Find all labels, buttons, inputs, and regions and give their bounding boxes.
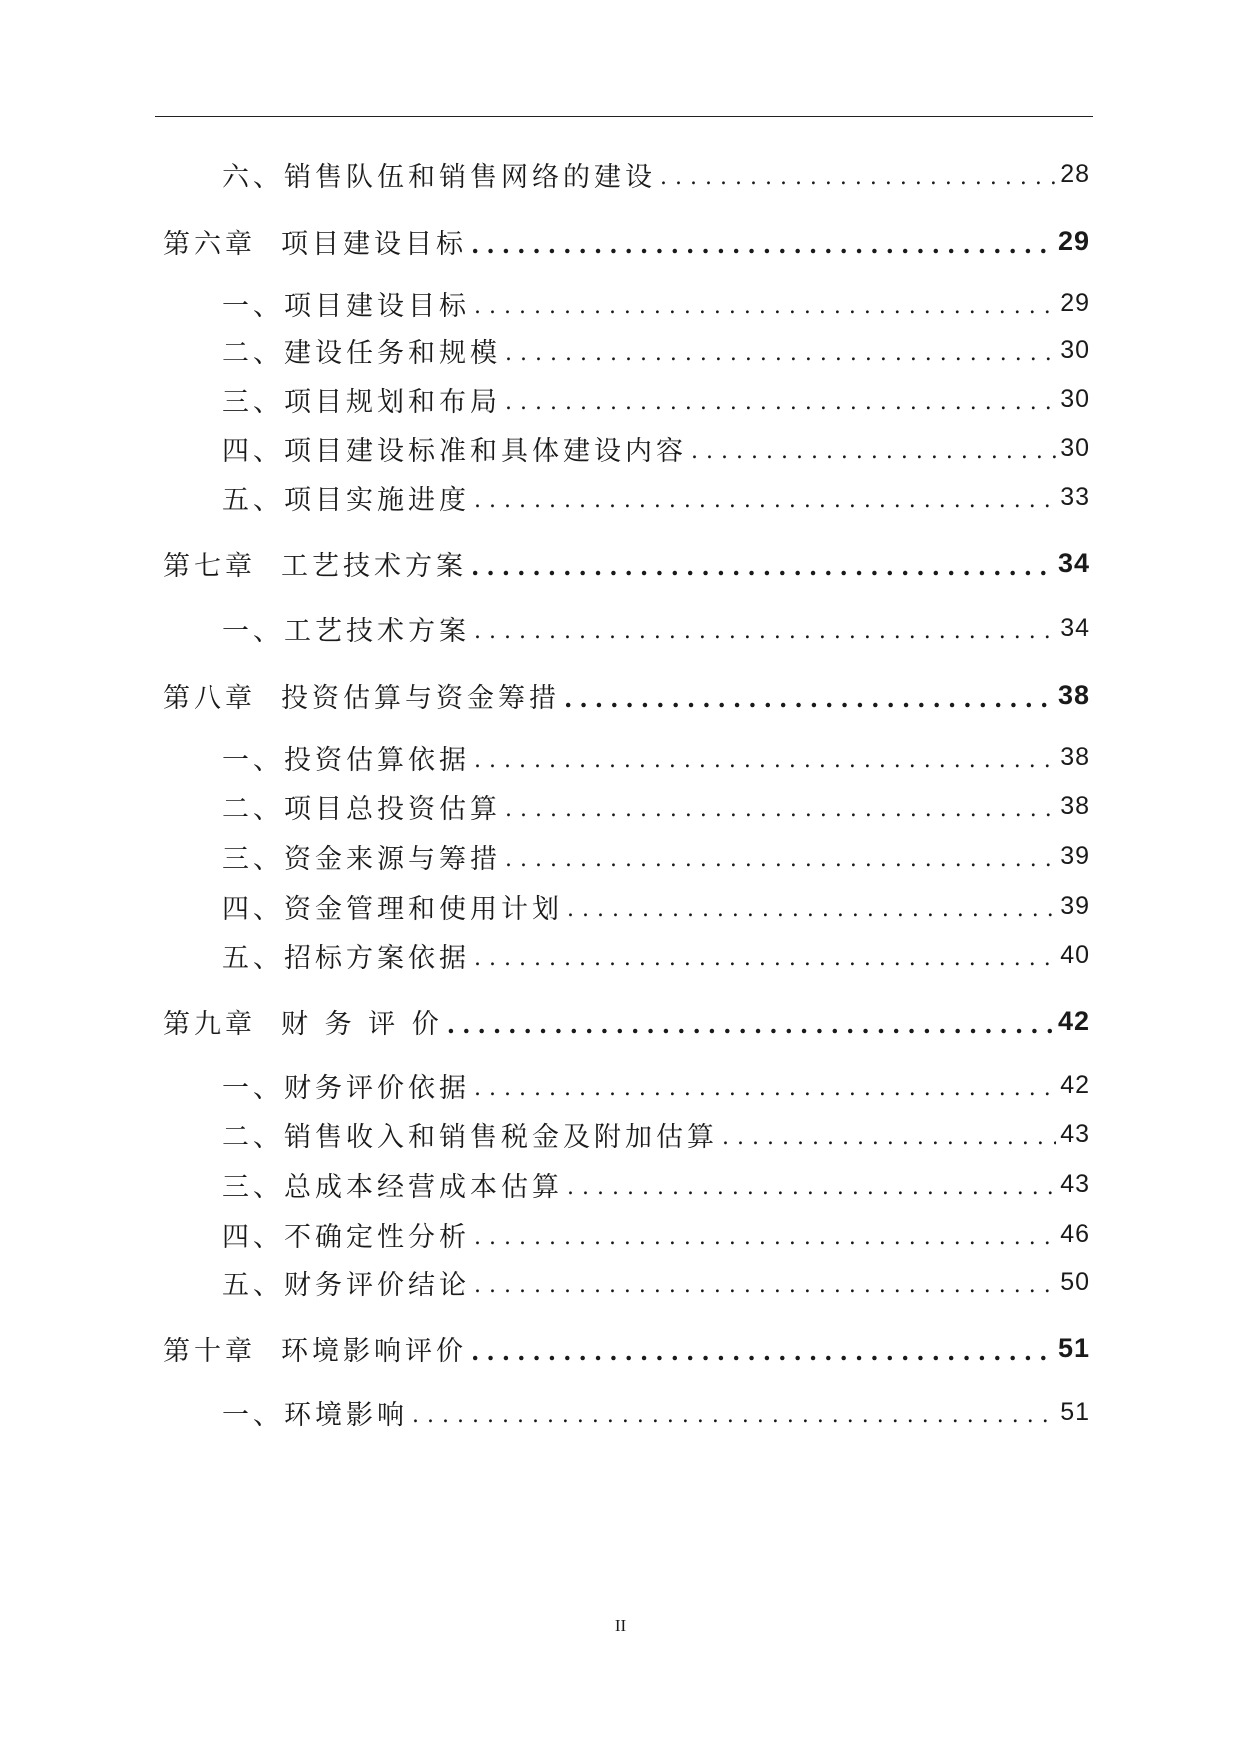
toc-dot-leader bbox=[474, 613, 1056, 644]
toc-entry-number: 一、 bbox=[222, 744, 284, 776]
toc-entry-title: 投资估算与资金筹措 bbox=[281, 682, 560, 714]
toc-dot-leader bbox=[660, 159, 1056, 190]
toc-entry-title: 财 务 评 价 bbox=[281, 1008, 443, 1040]
toc-section-entry[interactable] bbox=[222, 1260, 1090, 1304]
toc-page-number: 46 bbox=[1060, 1219, 1090, 1248]
toc-entry-number: 六、 bbox=[222, 161, 284, 193]
toc-dot-leader bbox=[474, 940, 1056, 971]
toc-entry-title: 销售队伍和销售网络的建设 bbox=[284, 161, 656, 193]
toc-entry-title: 总成本经营成本估算 bbox=[284, 1171, 563, 1203]
toc-entry-number: 五、 bbox=[222, 1269, 284, 1301]
toc-entry-number: 一、 bbox=[222, 615, 284, 647]
toc-dot-leader bbox=[691, 433, 1056, 464]
toc-entry-title: 项目建设目标 bbox=[284, 290, 470, 322]
toc-entry-number: 第八章 bbox=[163, 682, 256, 714]
toc-page-number: 28 bbox=[1060, 159, 1090, 188]
toc-page-number: 43 bbox=[1060, 1169, 1090, 1198]
toc-entry-number: 四、 bbox=[222, 1221, 284, 1253]
toc-chapter-entry[interactable] bbox=[163, 1326, 1090, 1370]
toc-section-entry[interactable] bbox=[222, 1063, 1090, 1107]
toc-section-entry[interactable] bbox=[222, 475, 1090, 519]
toc-page-number: 51 bbox=[1060, 1397, 1090, 1426]
toc-entry-title: 工艺技术方案 bbox=[284, 615, 470, 647]
toc-section-entry[interactable] bbox=[222, 834, 1090, 878]
toc-entry-title: 建设任务和规模 bbox=[284, 337, 501, 369]
toc-page-number: 30 bbox=[1060, 335, 1090, 364]
toc-chapter-entry[interactable] bbox=[163, 673, 1090, 717]
header-rule bbox=[155, 116, 1093, 117]
toc-dot-leader bbox=[505, 384, 1056, 415]
toc-entry-number: 五、 bbox=[222, 484, 284, 516]
toc-page-number: 51 bbox=[1057, 1332, 1090, 1363]
toc-page-number: 29 bbox=[1060, 288, 1090, 317]
toc-section-entry[interactable] bbox=[222, 1212, 1090, 1256]
toc-entry-title: 资金来源与筹措 bbox=[284, 843, 501, 875]
toc-entry-title: 项目建设标准和具体建设内容 bbox=[284, 435, 687, 467]
toc-page-number: 30 bbox=[1060, 384, 1090, 413]
toc-chapter-entry[interactable] bbox=[163, 999, 1090, 1043]
toc-entry-number: 三、 bbox=[222, 386, 284, 418]
toc-entry-number: 一、 bbox=[222, 1072, 284, 1104]
toc-entry-title: 投资估算依据 bbox=[284, 744, 470, 776]
toc-page-number: 38 bbox=[1060, 742, 1090, 771]
toc-dot-leader bbox=[567, 1169, 1056, 1200]
toc-section-entry[interactable] bbox=[222, 1162, 1090, 1206]
toc-page-number: 33 bbox=[1060, 482, 1090, 511]
toc-chapter-entry[interactable] bbox=[163, 541, 1090, 585]
toc-entry-title: 财务评价依据 bbox=[284, 1072, 470, 1104]
toc-dot-leader bbox=[471, 1331, 1054, 1366]
toc-dot-leader bbox=[447, 1004, 1054, 1039]
toc-entry-title: 销售收入和销售税金及附加估算 bbox=[284, 1121, 718, 1153]
toc-dot-leader bbox=[722, 1119, 1056, 1150]
toc-entry-title: 工艺技术方案 bbox=[281, 550, 467, 582]
toc-dot-leader bbox=[505, 791, 1056, 822]
toc-entry-number: 三、 bbox=[222, 843, 284, 875]
toc-dot-leader bbox=[474, 482, 1056, 513]
toc-page-number: 30 bbox=[1060, 433, 1090, 462]
toc-entry-number: 一、 bbox=[222, 1399, 284, 1431]
toc-entry-number: 四、 bbox=[222, 893, 284, 925]
toc-entry-number: 二、 bbox=[222, 337, 284, 369]
toc-dot-leader bbox=[471, 224, 1054, 259]
toc-entry-title: 项目总投资估算 bbox=[284, 793, 501, 825]
toc-dot-leader bbox=[474, 1070, 1056, 1101]
toc-page-number: 42 bbox=[1060, 1070, 1090, 1099]
toc-page-number: 43 bbox=[1060, 1119, 1090, 1148]
toc-section-entry[interactable] bbox=[222, 377, 1090, 421]
toc-section-entry[interactable] bbox=[222, 328, 1090, 372]
toc-dot-leader bbox=[474, 1219, 1056, 1250]
toc-entry-title: 资金管理和使用计划 bbox=[284, 893, 563, 925]
toc-entry-number: 四、 bbox=[222, 435, 284, 467]
toc-entry-title: 项目建设目标 bbox=[281, 228, 467, 260]
toc-page-number: 38 bbox=[1057, 679, 1090, 710]
toc-section-entry[interactable] bbox=[222, 1390, 1090, 1434]
toc-page-number: 50 bbox=[1060, 1267, 1090, 1296]
toc-dot-leader bbox=[505, 335, 1056, 366]
toc-dot-leader bbox=[567, 891, 1056, 922]
toc-dot-leader bbox=[474, 742, 1056, 773]
toc-section-entry[interactable] bbox=[222, 281, 1090, 325]
toc-dot-leader bbox=[471, 546, 1054, 581]
toc-dot-leader bbox=[505, 841, 1056, 872]
toc-entry-title: 环境影响评价 bbox=[281, 1335, 467, 1367]
toc-entry-number: 第六章 bbox=[163, 228, 256, 260]
toc-section-entry[interactable] bbox=[222, 884, 1090, 928]
toc-section-entry[interactable] bbox=[222, 933, 1090, 977]
toc-entry-title: 招标方案依据 bbox=[284, 942, 470, 974]
toc-entry-number: 二、 bbox=[222, 1121, 284, 1153]
toc-entry-number: 第七章 bbox=[163, 550, 256, 582]
page-number: II bbox=[614, 1616, 627, 1635]
toc-entry-number: 第十章 bbox=[163, 1335, 256, 1367]
toc-section-entry[interactable] bbox=[222, 1112, 1090, 1156]
toc-section-entry[interactable] bbox=[222, 426, 1090, 470]
toc-page-number: 34 bbox=[1060, 613, 1090, 642]
toc-entry-number: 二、 bbox=[222, 793, 284, 825]
toc-entry-title: 不确定性分析 bbox=[284, 1221, 470, 1253]
toc-page-number: 38 bbox=[1060, 791, 1090, 820]
toc-entry-title: 项目规划和布局 bbox=[284, 386, 501, 418]
toc-page-number: 40 bbox=[1060, 940, 1090, 969]
toc-page-number: 29 bbox=[1057, 225, 1090, 256]
toc-page-number: 39 bbox=[1060, 841, 1090, 870]
toc-entry-number: 三、 bbox=[222, 1171, 284, 1203]
toc-section-entry[interactable] bbox=[222, 152, 1090, 196]
toc-dot-leader bbox=[474, 288, 1056, 319]
toc-section-entry[interactable] bbox=[222, 784, 1090, 828]
toc-entry-number: 一、 bbox=[222, 290, 284, 322]
toc-page-number: 39 bbox=[1060, 891, 1090, 920]
toc-page-number: 42 bbox=[1057, 1005, 1090, 1036]
toc-entry-number: 第九章 bbox=[163, 1008, 256, 1040]
toc-entry-title: 财务评价结论 bbox=[284, 1269, 470, 1301]
toc-chapter-entry[interactable] bbox=[163, 219, 1090, 263]
toc-dot-leader bbox=[564, 678, 1054, 713]
toc-section-entry[interactable] bbox=[222, 606, 1090, 650]
toc-entry-title: 项目实施进度 bbox=[284, 484, 470, 516]
toc-section-entry[interactable] bbox=[222, 735, 1090, 779]
toc-entry-number: 五、 bbox=[222, 942, 284, 974]
toc-dot-leader bbox=[412, 1397, 1056, 1428]
toc-entry-title: 环境影响 bbox=[284, 1399, 408, 1431]
toc-page-number: 34 bbox=[1057, 547, 1090, 578]
toc-dot-leader bbox=[474, 1267, 1056, 1298]
